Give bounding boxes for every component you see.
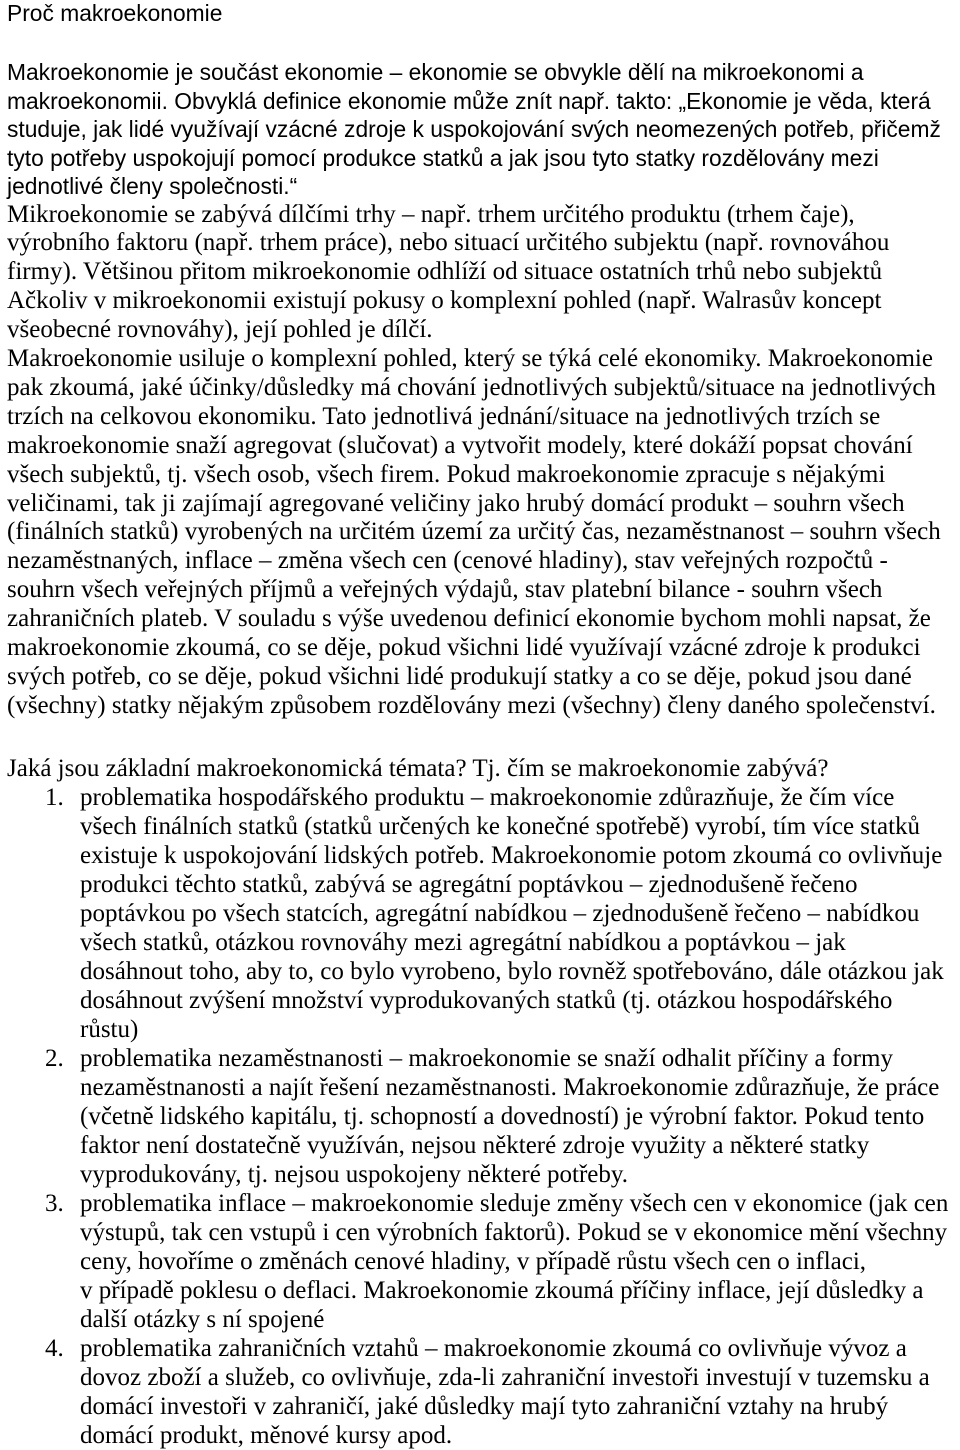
list-line: produkci těchto statků, zabývá se agregátní poptávkou – zjednodušeně řečeno <box>80 870 858 898</box>
list-line: ceny, hovoříme o změnách cenové hladiny, v případě růstu všech cen o inflaci, <box>80 1247 867 1275</box>
body-line: Makroekonomie usiluje o komplexní pohled, který se týká celé ekonomiky. Makroekonomie <box>7 345 933 373</box>
list-item-4 <box>0 1334 960 1450</box>
list-line: dosáhnout toho, aby to, co bylo vyrobeno, bylo rovněž spotřebováno, dále otázkou jak <box>80 957 944 985</box>
list-line: problematika nezaměstnanosti – makroekonomie se snaží odhalit příčiny a formy <box>80 1044 893 1072</box>
list-number: 3. <box>45 1189 64 1217</box>
list-line: dovoz zboží a služeb, co ovlivňuje, zda-li zahraniční investoři investují v tuzemsku a <box>80 1363 930 1391</box>
intro-line: studuje, jak lidé využívají vzácné zdroje k uspokojování svých neomezených potřeb, přičemž <box>7 116 941 142</box>
intro-line: jednotlivé členy společnosti.“ <box>7 173 298 199</box>
list-item-1 <box>0 783 960 1044</box>
list-number: 4. <box>45 1334 64 1362</box>
body-line: Ačkoliv v mikroekonomii existují pokusy o komplexní pohled (např. Walrasův koncept <box>7 287 882 315</box>
body-line: makroekonomie zkoumá, co se děje, pokud všichni lidé využívají vzácné zdroje k produkci <box>7 634 921 662</box>
intro-line: Makroekonomie je součást ekonomie – ekonomie se obvykle dělí na mikroekonomi a <box>7 59 864 85</box>
list-line: problematika zahraničních vztahů – makroekonomie zkoumá co ovlivňuje vývoz a <box>80 1334 907 1362</box>
body-line: souhrn všech veřejných příjmů a veřejných výdajů, stav platební bilance - souhrn všech <box>7 576 883 604</box>
list-line: problematika inflace – makroekonomie sleduje změny všech cen v ekonomice (jak cen <box>80 1189 949 1217</box>
list-number: 1. <box>45 783 64 811</box>
list-line: faktor není dostatečně využíván, nejsou některé zdroje využity a některé statky <box>80 1131 870 1159</box>
body-line: nezaměstnaných, inflace – změna všech cen (cenové hladiny), stav veřejných rozpočtů - <box>7 547 888 575</box>
intro-line: tyto potřeby uspokojují pomocí produkce statků a jak jsou tyto statky rozdělovány mezi <box>7 144 879 171</box>
body-line: makroekonomie snaží agregovat (slučovat) a vytvořit modely, které dokáží popsat chování <box>7 431 913 459</box>
list-line: (včetně lidského kapitálu, tj. schopností a dovedností) je výrobní faktor. Pokud tento <box>80 1102 925 1130</box>
list-line: další otázky s ní spojené <box>80 1305 325 1333</box>
question-heading: Jaká jsou základní makroekonomická témata? Tj. čím se makroekonomie zabývá? <box>7 754 829 782</box>
body-line: pak zkoumá, jaké účinky/důsledky má chování jednotlivých subjektů/situace na jednotlivých <box>7 373 936 401</box>
list-item-2 <box>0 1044 960 1189</box>
list-number: 2. <box>45 1044 64 1072</box>
body-paragraph <box>7 201 941 721</box>
list-line: domácí investoři v zahraničí, jaké důsledky mají tyto zahraniční vztahy na hrubý <box>80 1392 889 1420</box>
list-line: výstupů, tak cen vstupů i cen výrobních faktorů). Pokud se v ekonomice mění všechny <box>80 1218 948 1246</box>
list-line: existuje k uspokojování lidských potřeb. Makroekonomie potom zkoumá co ovlivňuje <box>80 841 943 869</box>
body-line: zahraničních plateb. V souladu s výše uvedenou definicí ekonomie bychom mohli napsat, že <box>7 605 931 633</box>
body-line: veličinami, tak ji zajímají agregované veličiny jako hrubý domácí produkt – souhrn všech <box>7 489 905 517</box>
list-line: poptávkou po všech statcích, agregátní nabídkou – zjednodušeně řečeno – nabídkou <box>80 899 920 927</box>
body-line: výrobního faktoru (např. trhem práce), nebo situací určitého subjektu (např. rovnováhou <box>7 229 890 257</box>
body-line: svých potřeb, co se děje, pokud všichni lidé produkují statky a co se děje, pokud jsou dané <box>7 663 912 690</box>
body-line: všech subjektů, tj. všech osob, všech firem. Pokud makroekonomie zpracuje s nějakými <box>7 460 886 488</box>
list-line: růstu) <box>80 1015 139 1043</box>
list-line: dosáhnout zvýšení množství vyprodukovaných statků (tj. otázkou hospodářského <box>80 986 893 1014</box>
body-line: trzích na celkovou ekonomiku. Tato jednotlivá jednání/situace na jednotlivých trzích se <box>7 402 881 430</box>
intro-line: makroekonomii. Obvyklá definice ekonomie může znít např. takto: „Ekonomie je věda, která <box>7 87 931 114</box>
body-line: firmy). Většinou přitom mikroekonomie odhlíží od situace ostatních trhů nebo subjektů <box>7 258 883 286</box>
list-line: problematika hospodářského produktu – makroekonomie zdůrazňuje, že čím více <box>80 783 895 811</box>
list-line: všech finálních statků (statků určených ke konečné spotřebě) vyrobí, tím více statků <box>80 812 921 840</box>
body-line: Mikroekonomie se zabývá dílčími trhy – např. trhem určitého produktu (trhem čaje), <box>7 200 855 228</box>
body-line: (všechny) statky nějakým způsobem rozdělovány mezi (všechny) členy daného společenství. <box>7 691 936 719</box>
list-item-3 <box>0 1189 960 1334</box>
topic-list <box>0 783 960 1450</box>
list-line: domácí produkt, měnové kursy apod. <box>80 1421 453 1449</box>
body-line: všeobecné rovnováhy), její pohled je dílčí. <box>7 316 433 344</box>
page-title: Proč makroekonomie <box>7 0 223 26</box>
list-line: vyprodukovány, tj. nejsou uspokojeny některé potřeby. <box>80 1160 629 1188</box>
list-line: všech statků, otázkou rovnováhy mezi agregátní nabídkou a poptávkou – jak <box>80 928 846 956</box>
list-line: nezaměstnanosti a najít řešení nezaměstnanosti. Makroekonomie zdůrazňuje, že práce <box>80 1073 940 1101</box>
body-line: (finálních statků) vyrobených na určitém území za určitý čas, nezaměstnanost – souhrn všech <box>7 518 941 546</box>
list-line: v případě poklesu o deflaci. Makroekonomie zkoumá příčiny inflace, její důsledky a <box>80 1276 924 1304</box>
intro-paragraph <box>7 58 941 201</box>
